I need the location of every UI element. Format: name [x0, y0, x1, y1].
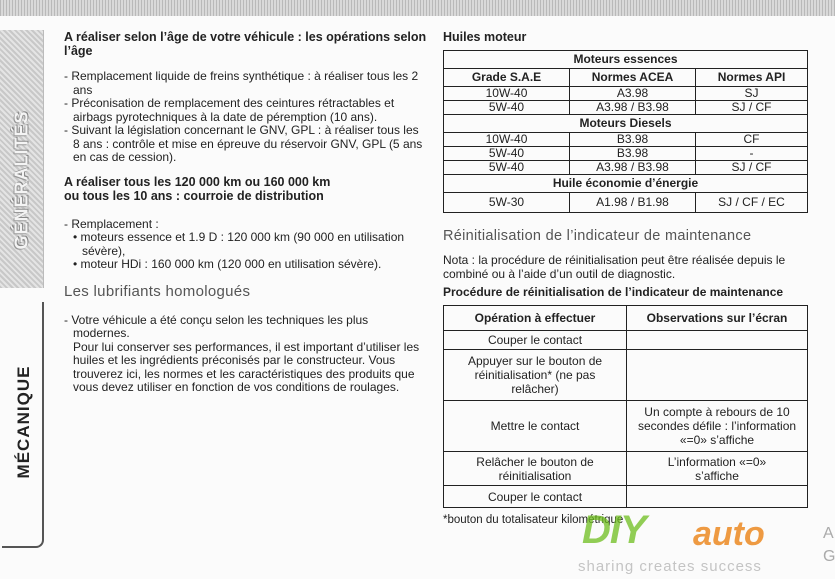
- sidebar-tab-generalites[interactable]: [0, 30, 44, 288]
- oil-row: [444, 101, 808, 115]
- lubricants-body: Pour lui conserver ses performances, il est important d’utiliser les huiles et les ingrédients préconisés par le constructeur. Vous trouverez ici, les normes et les caractéristiques des produits que vous devez utiliser en fonction de vos conditions de roulages.: [73, 339, 420, 394]
- oil-cell: A3.98 / B3.98: [570, 161, 696, 175]
- oil-header-api: Normes API: [696, 69, 808, 87]
- oil-group-petrol: Moteurs essences: [444, 51, 808, 69]
- oil-row: [444, 87, 808, 101]
- procedure-operation: Couper le contact: [444, 331, 627, 350]
- oil-cell: 10W-40: [444, 133, 570, 147]
- procedure-row: [444, 350, 808, 401]
- maintenance-note: Nota : la procédure de réinitialisation peut être réalisée depuis le combiné ou à l’aide d’un outil de diagnostic.: [443, 253, 786, 281]
- oil-cell: 5W-40: [444, 147, 570, 161]
- oil-cell: A3.98 / B3.98: [570, 101, 696, 115]
- oil-cell: 10W-40: [444, 87, 570, 101]
- replacement-bullet-hdi: • moteur HDi : 160 000 km (120 000 en utilisation sévère).: [73, 257, 382, 271]
- procedure-row: [444, 331, 808, 350]
- procedure-operation: Couper le contact: [444, 486, 627, 508]
- procedure-operation: Relâcher le bouton de réinitialisation: [444, 452, 627, 486]
- procedure-observation: [627, 350, 808, 401]
- top-scan-band: [0, 0, 835, 16]
- sidebar-tab-mecanique[interactable]: [2, 302, 44, 548]
- oil-cell: SJ: [696, 87, 808, 101]
- oil-row: [444, 193, 808, 213]
- procedure-operation: Mettre le contact: [444, 401, 627, 452]
- oils-title: Huiles moteur: [443, 30, 527, 44]
- oil-row: [444, 147, 808, 161]
- lubricants-title: Les lubrifiants homologués: [64, 282, 251, 300]
- oil-header-acea: Normes ACEA: [570, 69, 696, 87]
- sidebar-tab-generalites-label: GÉNÉRALITÉS: [11, 110, 32, 250]
- watermark-logo-diy: DIY: [582, 508, 646, 552]
- engine-oils-table: [443, 50, 808, 213]
- oil-cell: A1.98 / B1.98: [570, 193, 696, 213]
- replacement-label: - Remplacement :: [64, 216, 159, 231]
- edge-letter-g: G: [823, 548, 835, 565]
- watermark-tagline: sharing creates success: [578, 558, 762, 575]
- oil-cell: CF: [696, 133, 808, 147]
- lubricants-intro: - Votre véhicule a été conçu selon les techniques les plus modernes.: [64, 312, 369, 340]
- age-item-gnv-gpl: - Suivant la législation concernant le GNV, GPL : à réaliser tous les 8 ans : contrôle et mise en épreuve du réservoir GNV, GPL (5 ans en cas de cession).: [64, 123, 423, 164]
- procedure-header-operation: Opération à effectuer: [444, 306, 627, 331]
- oil-cell: 5W-40: [444, 161, 570, 175]
- oil-cell: A3.98: [570, 87, 696, 101]
- oil-row: [444, 161, 808, 175]
- procedure-row: [444, 452, 808, 486]
- procedure-observation: L’information «=0» s’affiche: [627, 452, 808, 486]
- oil-row: [444, 133, 808, 147]
- procedure-observation: Un compte à rebours de 10 secondes défile : l’information «=0» s’affiche: [627, 401, 808, 452]
- procedure-header-observations: Observations sur l’écran: [627, 306, 808, 331]
- oil-cell: 5W-30: [444, 193, 570, 213]
- oil-group-economy: Huile économie d’énergie: [444, 175, 808, 193]
- distribution-heading-line1: A réaliser tous les 120 000 km ou 160 000 km: [64, 174, 331, 189]
- oil-cell: SJ / CF: [696, 161, 808, 175]
- oil-cell: B3.98: [570, 133, 696, 147]
- procedure-operation: Appuyer sur le bouton de réinitialisation* (ne pas relâcher): [444, 350, 627, 401]
- procedure-title: Procédure de réinitialisation de l’indicateur de maintenance: [443, 285, 784, 299]
- age-item-airbags: - Préconisation de remplacement des ceintures rétractables et airbags pyrotechniques à la date de péremption (10 ans).: [64, 96, 395, 124]
- oil-cell: 5W-40: [444, 101, 570, 115]
- oil-cell: B3.98: [570, 147, 696, 161]
- distribution-heading-line2: ou tous les 10 ans : courroie de distribution: [64, 188, 324, 203]
- maintenance-title: Réinitialisation de l’indicateur de maintenance: [443, 228, 752, 244]
- oil-cell: -: [696, 147, 808, 161]
- oil-group-diesel: Moteurs Diesels: [444, 115, 808, 133]
- procedure-footnote: *bouton du totalisateur kilométrique: [443, 514, 624, 526]
- left-column: [64, 30, 428, 395]
- watermark-logo-auto: auto: [693, 515, 765, 553]
- age-item-brakes: - Remplacement liquide de freins synthétique : à réaliser tous les 2 ans: [64, 69, 419, 97]
- oil-header-grade: Grade S.A.E: [444, 69, 570, 87]
- replacement-bullet-petrol: • moteurs essence et 1.9 D : 120 000 km (90 000 en utilisation sévère),: [73, 230, 405, 258]
- procedure-row: [444, 401, 808, 452]
- sidebar-tab-mecanique-label: MÉCANIQUE: [14, 365, 33, 479]
- procedure-observation: [627, 331, 808, 350]
- procedure-observation: [627, 486, 808, 508]
- edge-letter-a: A: [823, 525, 834, 542]
- right-column: [443, 30, 809, 528]
- procedure-row: [444, 486, 808, 508]
- oil-cell: SJ / CF / EC: [696, 193, 808, 213]
- age-heading: A réaliser selon l’âge de votre véhicule : les opérations selon l’âge: [64, 30, 427, 58]
- oil-cell: SJ / CF: [696, 101, 808, 115]
- maintenance-procedure-table: [443, 305, 808, 508]
